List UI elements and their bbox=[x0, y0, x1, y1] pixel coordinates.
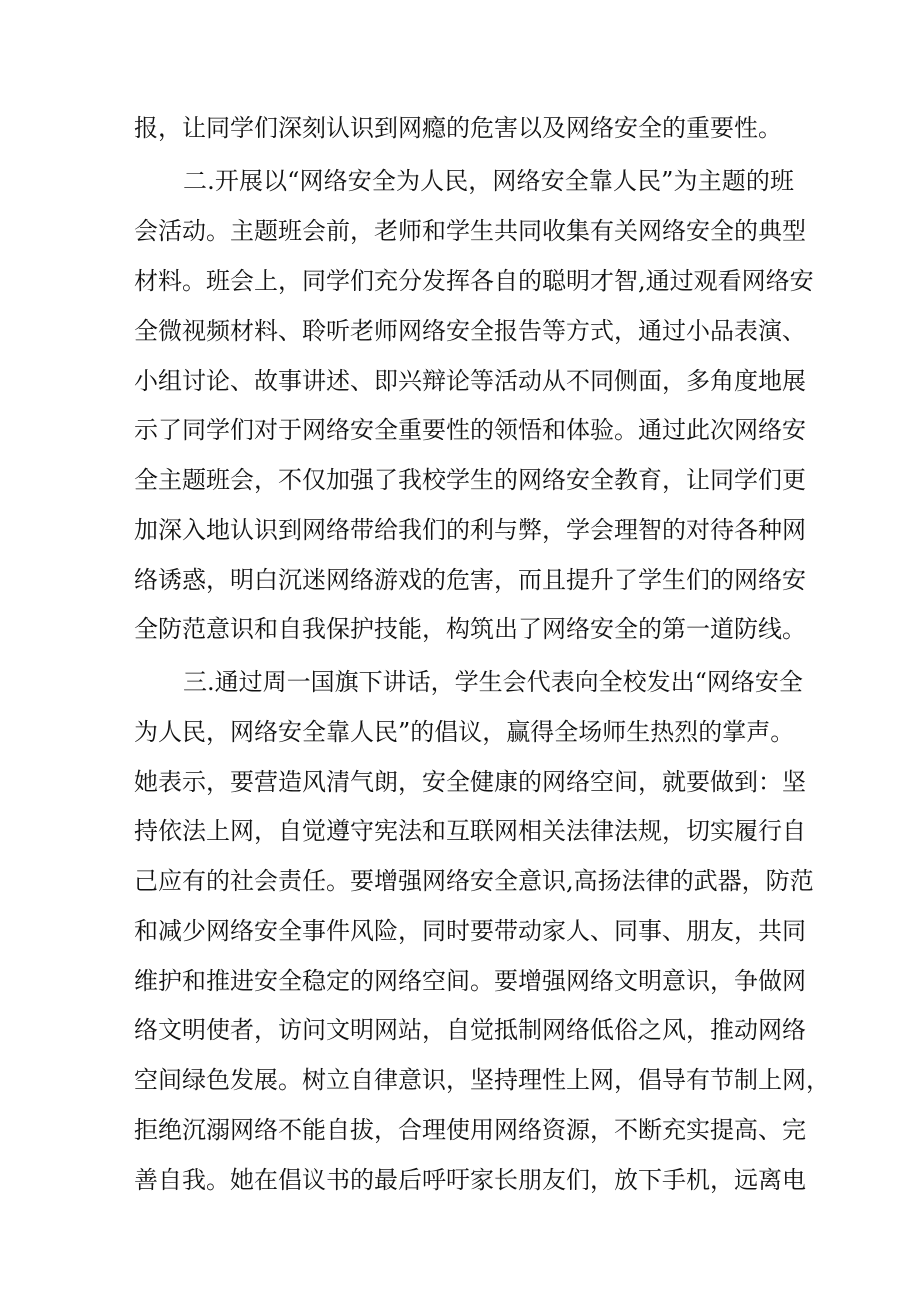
text-line-7: 示了同学们对于网络安全重要性的领悟和体验。通过此次网络安 bbox=[134, 416, 806, 444]
section-2-heading-line: 二.开展以“网络安全为人民，网络安全靠人民”为主题的班 bbox=[183, 167, 794, 195]
text-line-8: 全主题班会，不仅加强了我校学生的网络安全教育，让同学们更 bbox=[134, 466, 806, 494]
section-3-heading-line: 三.通过周一国旗下讲话，学生会代表向全校发出“网络安全 bbox=[183, 668, 803, 696]
text-line-21: 拒绝沉溺网络不能自拔，合理使用网络资源，不断充实提高、完 bbox=[134, 1116, 806, 1144]
text-line-11: 全防范意识和自我保护技能，构筑出了网络安全的第一道防线。 bbox=[134, 615, 806, 643]
text-line-13: 为人民，网络安全靠人民”的倡议，赢得全场师生热烈的掌声。 bbox=[134, 718, 795, 746]
text-line-1: 报，让同学们深刻认识到网瘾的危害以及网络安全的重要性。 bbox=[134, 114, 782, 142]
text-line-16: 己应有的社会责任。要增强网络安全意识,高扬法律的武器，防范 bbox=[134, 867, 814, 895]
text-line-4: 材料。班会上，同学们充分发挥各自的聪明才智,通过观看网络安 bbox=[134, 267, 814, 295]
text-line-17: 和减少网络安全事件风险，同时要带动家人、同事、朋友，共同 bbox=[134, 917, 806, 945]
text-line-9: 加深入地认识到网络带给我们的利与弊，学会理智的对待各种网 bbox=[134, 516, 806, 544]
text-line-22: 善自我。她在倡议书的最后呼吁家长朋友们，放下手机，远离电 bbox=[134, 1166, 806, 1194]
text-line-6: 小组讨论、故事讲述、即兴辩论等活动从不同侧面，多角度地展 bbox=[134, 367, 806, 395]
text-line-18: 维护和推进安全稳定的网络空间。要增强网络文明意识，争做网 bbox=[134, 967, 806, 995]
text-line-15: 持依法上网，自觉遵守宪法和互联网相关法律法规，切实履行自 bbox=[134, 817, 806, 845]
text-line-10: 络诱惑，明白沉迷网络游戏的危害，而且提升了学生们的网络安 bbox=[134, 566, 806, 594]
text-line-20: 空间绿色发展。树立自律意识，坚持理性上网，倡导有节制上网， bbox=[134, 1066, 830, 1094]
text-line-14: 她表示，要营造风清气朗，安全健康的网络空间，就要做到：坚 bbox=[134, 768, 806, 796]
text-line-19: 络文明使者，访问文明网站，自觉抵制网络低俗之风，推动网络 bbox=[134, 1016, 806, 1044]
text-line-3: 会活动。主题班会前，老师和学生共同收集有关网络安全的典型 bbox=[134, 217, 806, 245]
text-line-5: 全微视频材料、聆听老师网络安全报告等方式，通过小品表演、 bbox=[134, 317, 806, 345]
